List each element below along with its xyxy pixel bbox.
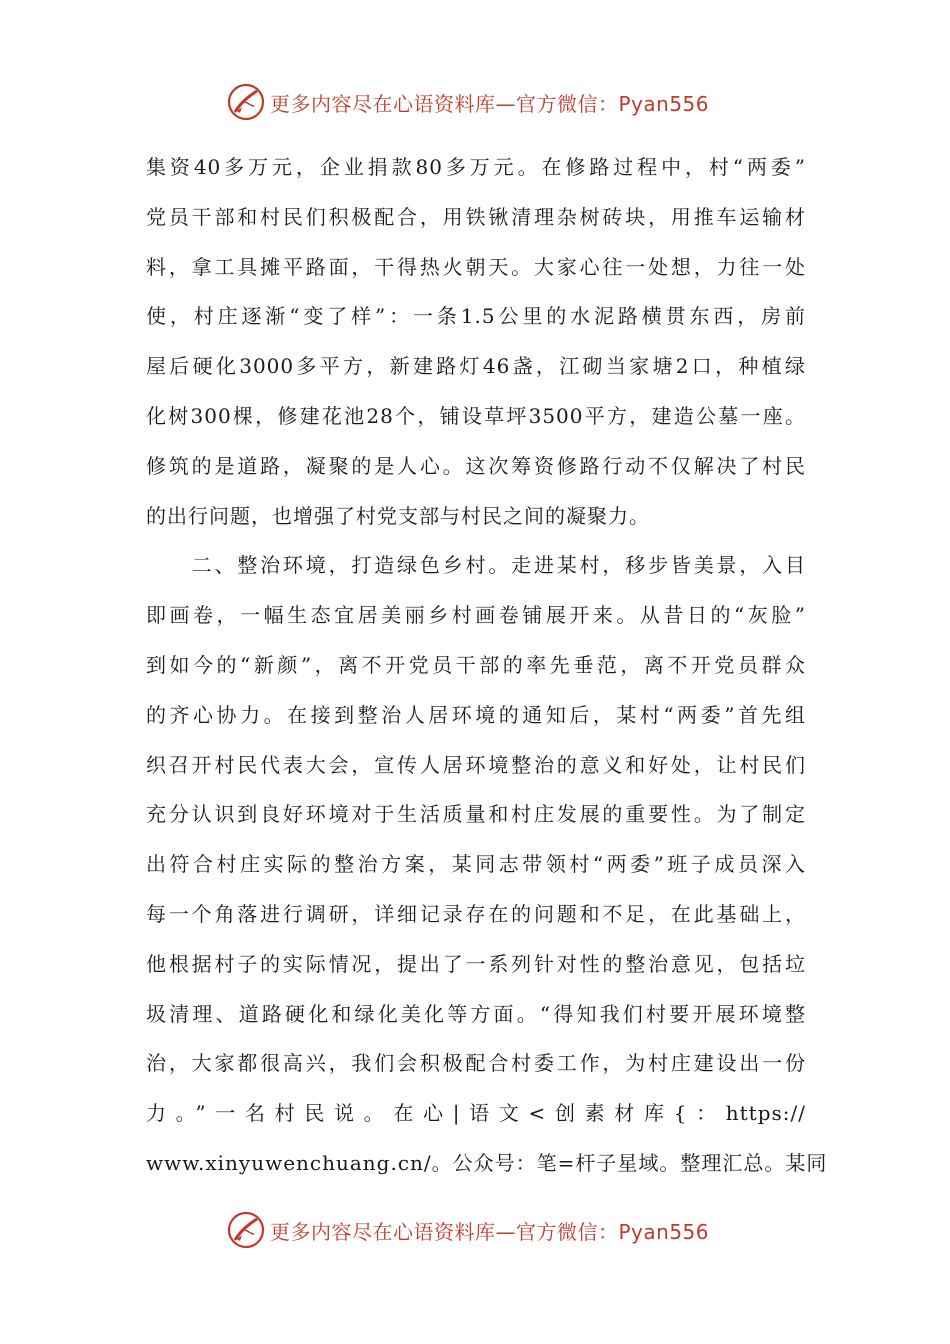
text-line: 到如今的“新颜”，离不开党员干部的率先垂范，离不开党员群众	[146, 652, 806, 677]
text-line: 即画卷，一幅生态宜居美丽乡村画卷铺展开来。从昔日的“灰脸”	[146, 603, 806, 628]
text-line: 修筑的是道路，凝聚的是人心。这次筹资修路行动不仅解决了村民	[146, 453, 806, 478]
header-brand: 更多内容尽在心语资料库	[270, 91, 496, 116]
header-watermark-text	[270, 88, 709, 117]
header-watermark	[226, 80, 746, 124]
header-contact: 官方微信：Pyan556	[516, 91, 710, 116]
text-line: 出符合村庄实际的整治方案，某同志带领村“两委”班子成员深入	[146, 852, 806, 877]
footer-watermark	[226, 1208, 746, 1252]
text-line: 充分认识到良好环境对于生活质量和村庄发展的重要性。为了制定	[146, 802, 806, 827]
text-line: 集资40多万元，企业捐款80多万元。在修路过程中，村“两委”	[146, 155, 806, 179]
pen-logo-icon	[226, 82, 266, 122]
text-line: 二、整治环境，打造绿色乡村。走进某村，移步皆美景，入目	[146, 553, 806, 578]
text-line: 党员干部和村民们积极配合，用铁锹清理杂树砖块，用推车运输材	[146, 204, 806, 229]
text-line: 使，村庄逐渐“变了样”：一条1.5公里的水泥路横贯东西，房前	[146, 304, 806, 329]
text-line: www.xinyuwenchuang.cn/。公众号：笔=杆子星域。整理汇总。某同	[146, 1150, 828, 1175]
text-line: 织召开村民代表大会，宣传人居环境整治的意义和好处，让村民们	[146, 752, 806, 777]
footer-contact: 官方微信：Pyan556	[516, 1219, 710, 1244]
pen-logo-icon	[226, 1210, 266, 1250]
text-line: 的出行问题，也增强了村党支部与村民之间的凝聚力。	[146, 503, 650, 528]
footer-watermark-text	[270, 1216, 709, 1245]
footer-brand: 更多内容尽在心语资料库	[270, 1219, 496, 1244]
text-line: 治，大家都很高兴，我们会积极配合村委工作，为村庄建设出一份	[146, 1051, 806, 1076]
text-line: 每一个角落进行调研，详细记录存在的问题和不足，在此基础上，	[146, 901, 806, 926]
footer-separator: —	[495, 1219, 516, 1244]
header-separator: —	[495, 91, 516, 116]
text-line: 他根据村子的实际情况，提出了一系列针对性的整治意见，包括垃	[146, 951, 806, 976]
text-line: 料，拿工具摊平路面，干得热火朝天。大家心往一处想，力往一处	[146, 254, 806, 279]
text-line: 圾清理、道路硬化和绿化美化等方面。“得知我们村要开展环境整	[146, 1001, 806, 1026]
document-body	[146, 143, 828, 1189]
text-line: 屋后硬化3000多平方，新建路灯46盏，江砌当家塘2口，种植绿	[146, 354, 806, 379]
text-line: 的齐心协力。在接到整治人居环境的通知后，某村“两委”首先组	[146, 702, 806, 727]
text-line: 力。”一名村民说。在心|语文<创素材库{：https://	[146, 1101, 806, 1126]
text-line: 化树300棵，修建花池28个，铺设草坪3500平方，建造公墓一座。	[146, 403, 806, 428]
